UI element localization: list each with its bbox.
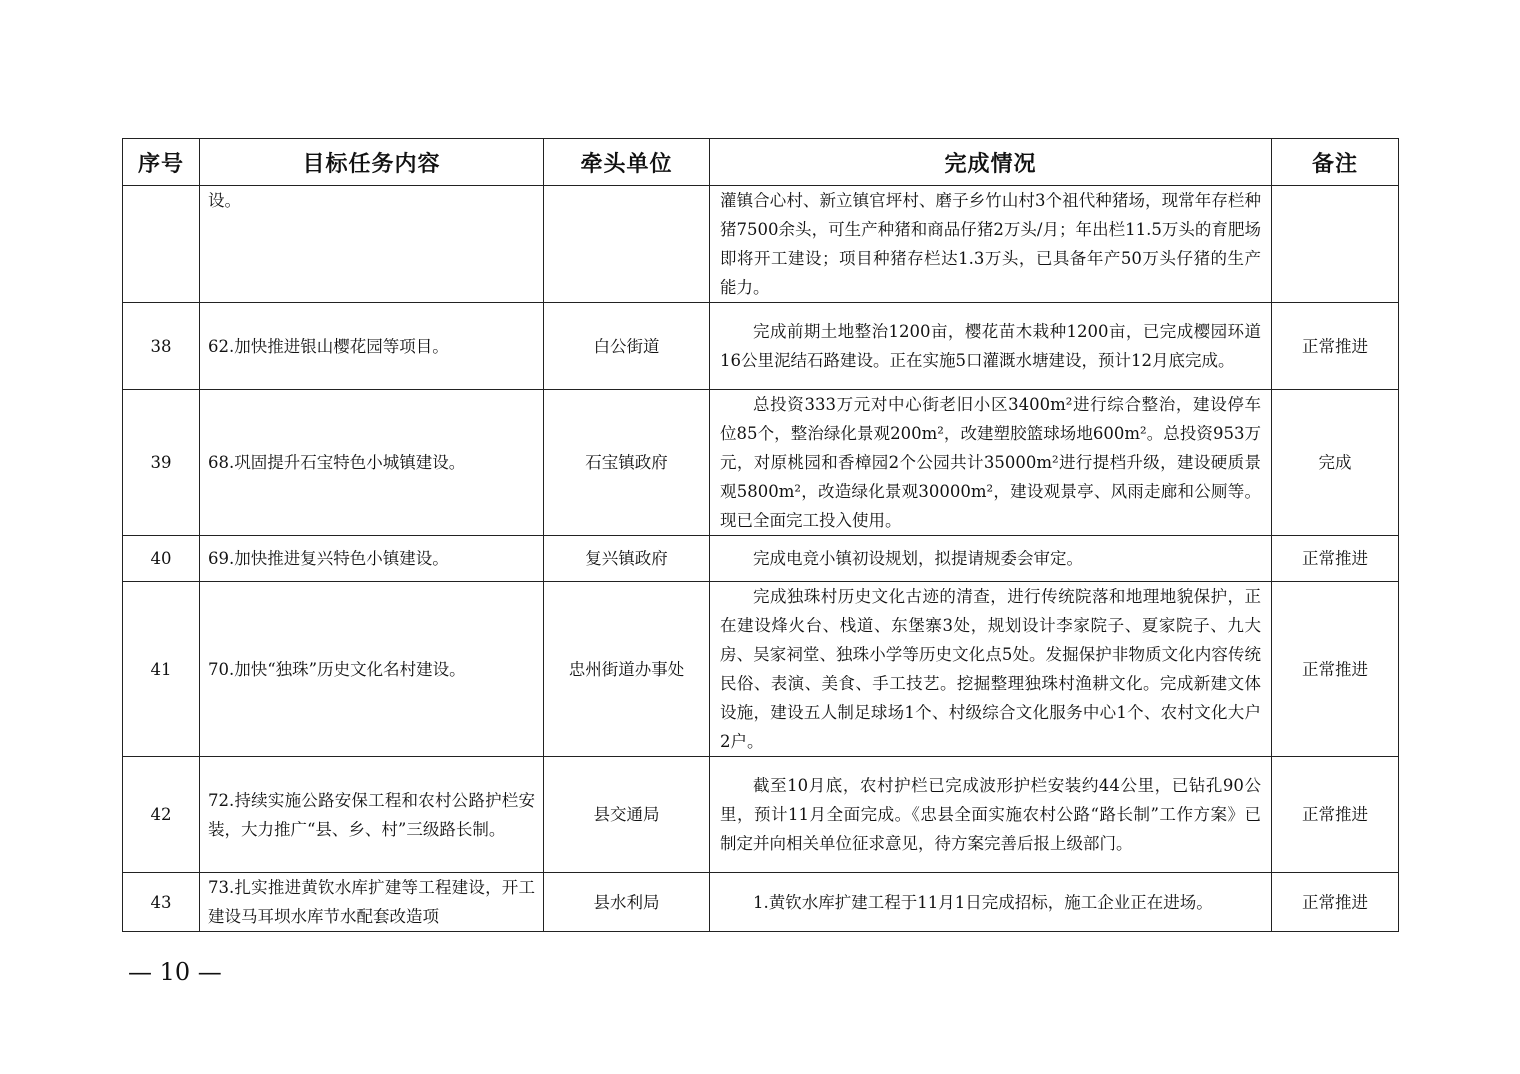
row-unit: 忠州街道办事处 bbox=[544, 582, 710, 757]
table-row bbox=[123, 582, 1399, 757]
row-progress: 1.黄钦水库扩建工程于11月1日完成招标，施工企业正在进场。 bbox=[710, 873, 1272, 932]
row-note: 正常推进 bbox=[1272, 873, 1399, 932]
row-note: 正常推进 bbox=[1272, 757, 1399, 873]
row-seq: 38 bbox=[123, 303, 200, 390]
row-seq: 40 bbox=[123, 536, 200, 582]
row-unit: 白公街道 bbox=[544, 303, 710, 390]
row-task: 70.加快“独珠”历史文化名村建设。 bbox=[200, 582, 544, 757]
row-seq: 39 bbox=[123, 390, 200, 536]
row-task: 62.加快推进银山樱花园等项目。 bbox=[200, 303, 544, 390]
row-note: 完成 bbox=[1272, 390, 1399, 536]
progress-table bbox=[122, 138, 1399, 932]
row-progress: 完成独珠村历史文化古迹的清查，进行传统院落和地理地貌保护，正在建设烽火台、栈道、东堡寨3处，规划设计李家院子、夏家院子、九大房、吴家祠堂、独珠小学等历史文化点5处。发掘保护非物质文化内容传统民俗、表演、美食、手工技艺。挖掘整理独珠村渔耕文化。完成新建文体设施，建设五人制足球场1个、村级综合文化服务中心1个、农村文化大户2户。 bbox=[710, 582, 1272, 757]
row-unit: 复兴镇政府 bbox=[544, 536, 710, 582]
row-task: 设。 bbox=[200, 186, 544, 303]
row-unit bbox=[544, 186, 710, 303]
row-unit: 石宝镇政府 bbox=[544, 390, 710, 536]
header-task: 目标任务内容 bbox=[200, 139, 544, 186]
row-unit: 县水利局 bbox=[544, 873, 710, 932]
table-row bbox=[123, 757, 1399, 873]
header-progress: 完成情况 bbox=[710, 139, 1272, 186]
header-seq: 序号 bbox=[123, 139, 200, 186]
row-seq bbox=[123, 186, 200, 303]
row-seq: 41 bbox=[123, 582, 200, 757]
row-note: 正常推进 bbox=[1272, 582, 1399, 757]
row-unit: 县交通局 bbox=[544, 757, 710, 873]
row-progress: 灌镇合心村、新立镇官坪村、磨子乡竹山村3个祖代种猪场，现常年存栏种猪7500余头，可生产种猪和商品仔猪2万头/月；年出栏11.5万头的育肥场即将开工建设；项目种猪存栏达1.3万头，已具备年产50万头仔猪的生产能力。 bbox=[710, 186, 1272, 303]
row-progress: 截至10月底，农村护栏已完成波形护栏安装约44公里，已钻孔90公里，预计11月全面完成。《忠县全面实施农村公路“路长制”工作方案》已制定并向相关单位征求意见，待方案完善后报上级部门。 bbox=[710, 757, 1272, 873]
table-row bbox=[123, 536, 1399, 582]
row-note: 正常推进 bbox=[1272, 303, 1399, 390]
table-row bbox=[123, 186, 1399, 303]
row-task: 73.扎实推进黄钦水库扩建等工程建设，开工建设马耳坝水库节水配套改造项 bbox=[200, 873, 544, 932]
row-seq: 43 bbox=[123, 873, 200, 932]
row-progress: 完成电竞小镇初设规划，拟提请规委会审定。 bbox=[710, 536, 1272, 582]
table-header-row bbox=[123, 139, 1399, 186]
row-progress: 总投资333万元对中心街老旧小区3400m²进行综合整治，建设停车位85个，整治绿化景观200m²，改建塑胶篮球场地600m²。总投资953万元，对原桃园和香樟园2个公园共计35000m²进行提档升级，建设硬质景观5800m²，改造绿化景观30000m²，建设观景亭、风雨走廊和公厕等。现已全面完工投入使用。 bbox=[710, 390, 1272, 536]
row-note: 正常推进 bbox=[1272, 536, 1399, 582]
row-progress: 完成前期土地整治1200亩，樱花苗木栽种1200亩，已完成樱园环道16公里泥结石路建设。正在实施5口灌溉水塘建设，预计12月底完成。 bbox=[710, 303, 1272, 390]
row-task: 68.巩固提升石宝特色小城镇建设。 bbox=[200, 390, 544, 536]
table-row bbox=[123, 303, 1399, 390]
header-unit: 牵头单位 bbox=[544, 139, 710, 186]
page-number: — 10 — bbox=[128, 958, 222, 986]
table-row bbox=[123, 390, 1399, 536]
row-task: 72.持续实施公路安保工程和农村公路护栏安装，大力推广“县、乡、村”三级路长制。 bbox=[200, 757, 544, 873]
table-row bbox=[123, 873, 1399, 932]
header-note: 备注 bbox=[1272, 139, 1399, 186]
row-seq: 42 bbox=[123, 757, 200, 873]
row-task: 69.加快推进复兴特色小镇建设。 bbox=[200, 536, 544, 582]
row-note bbox=[1272, 186, 1399, 303]
